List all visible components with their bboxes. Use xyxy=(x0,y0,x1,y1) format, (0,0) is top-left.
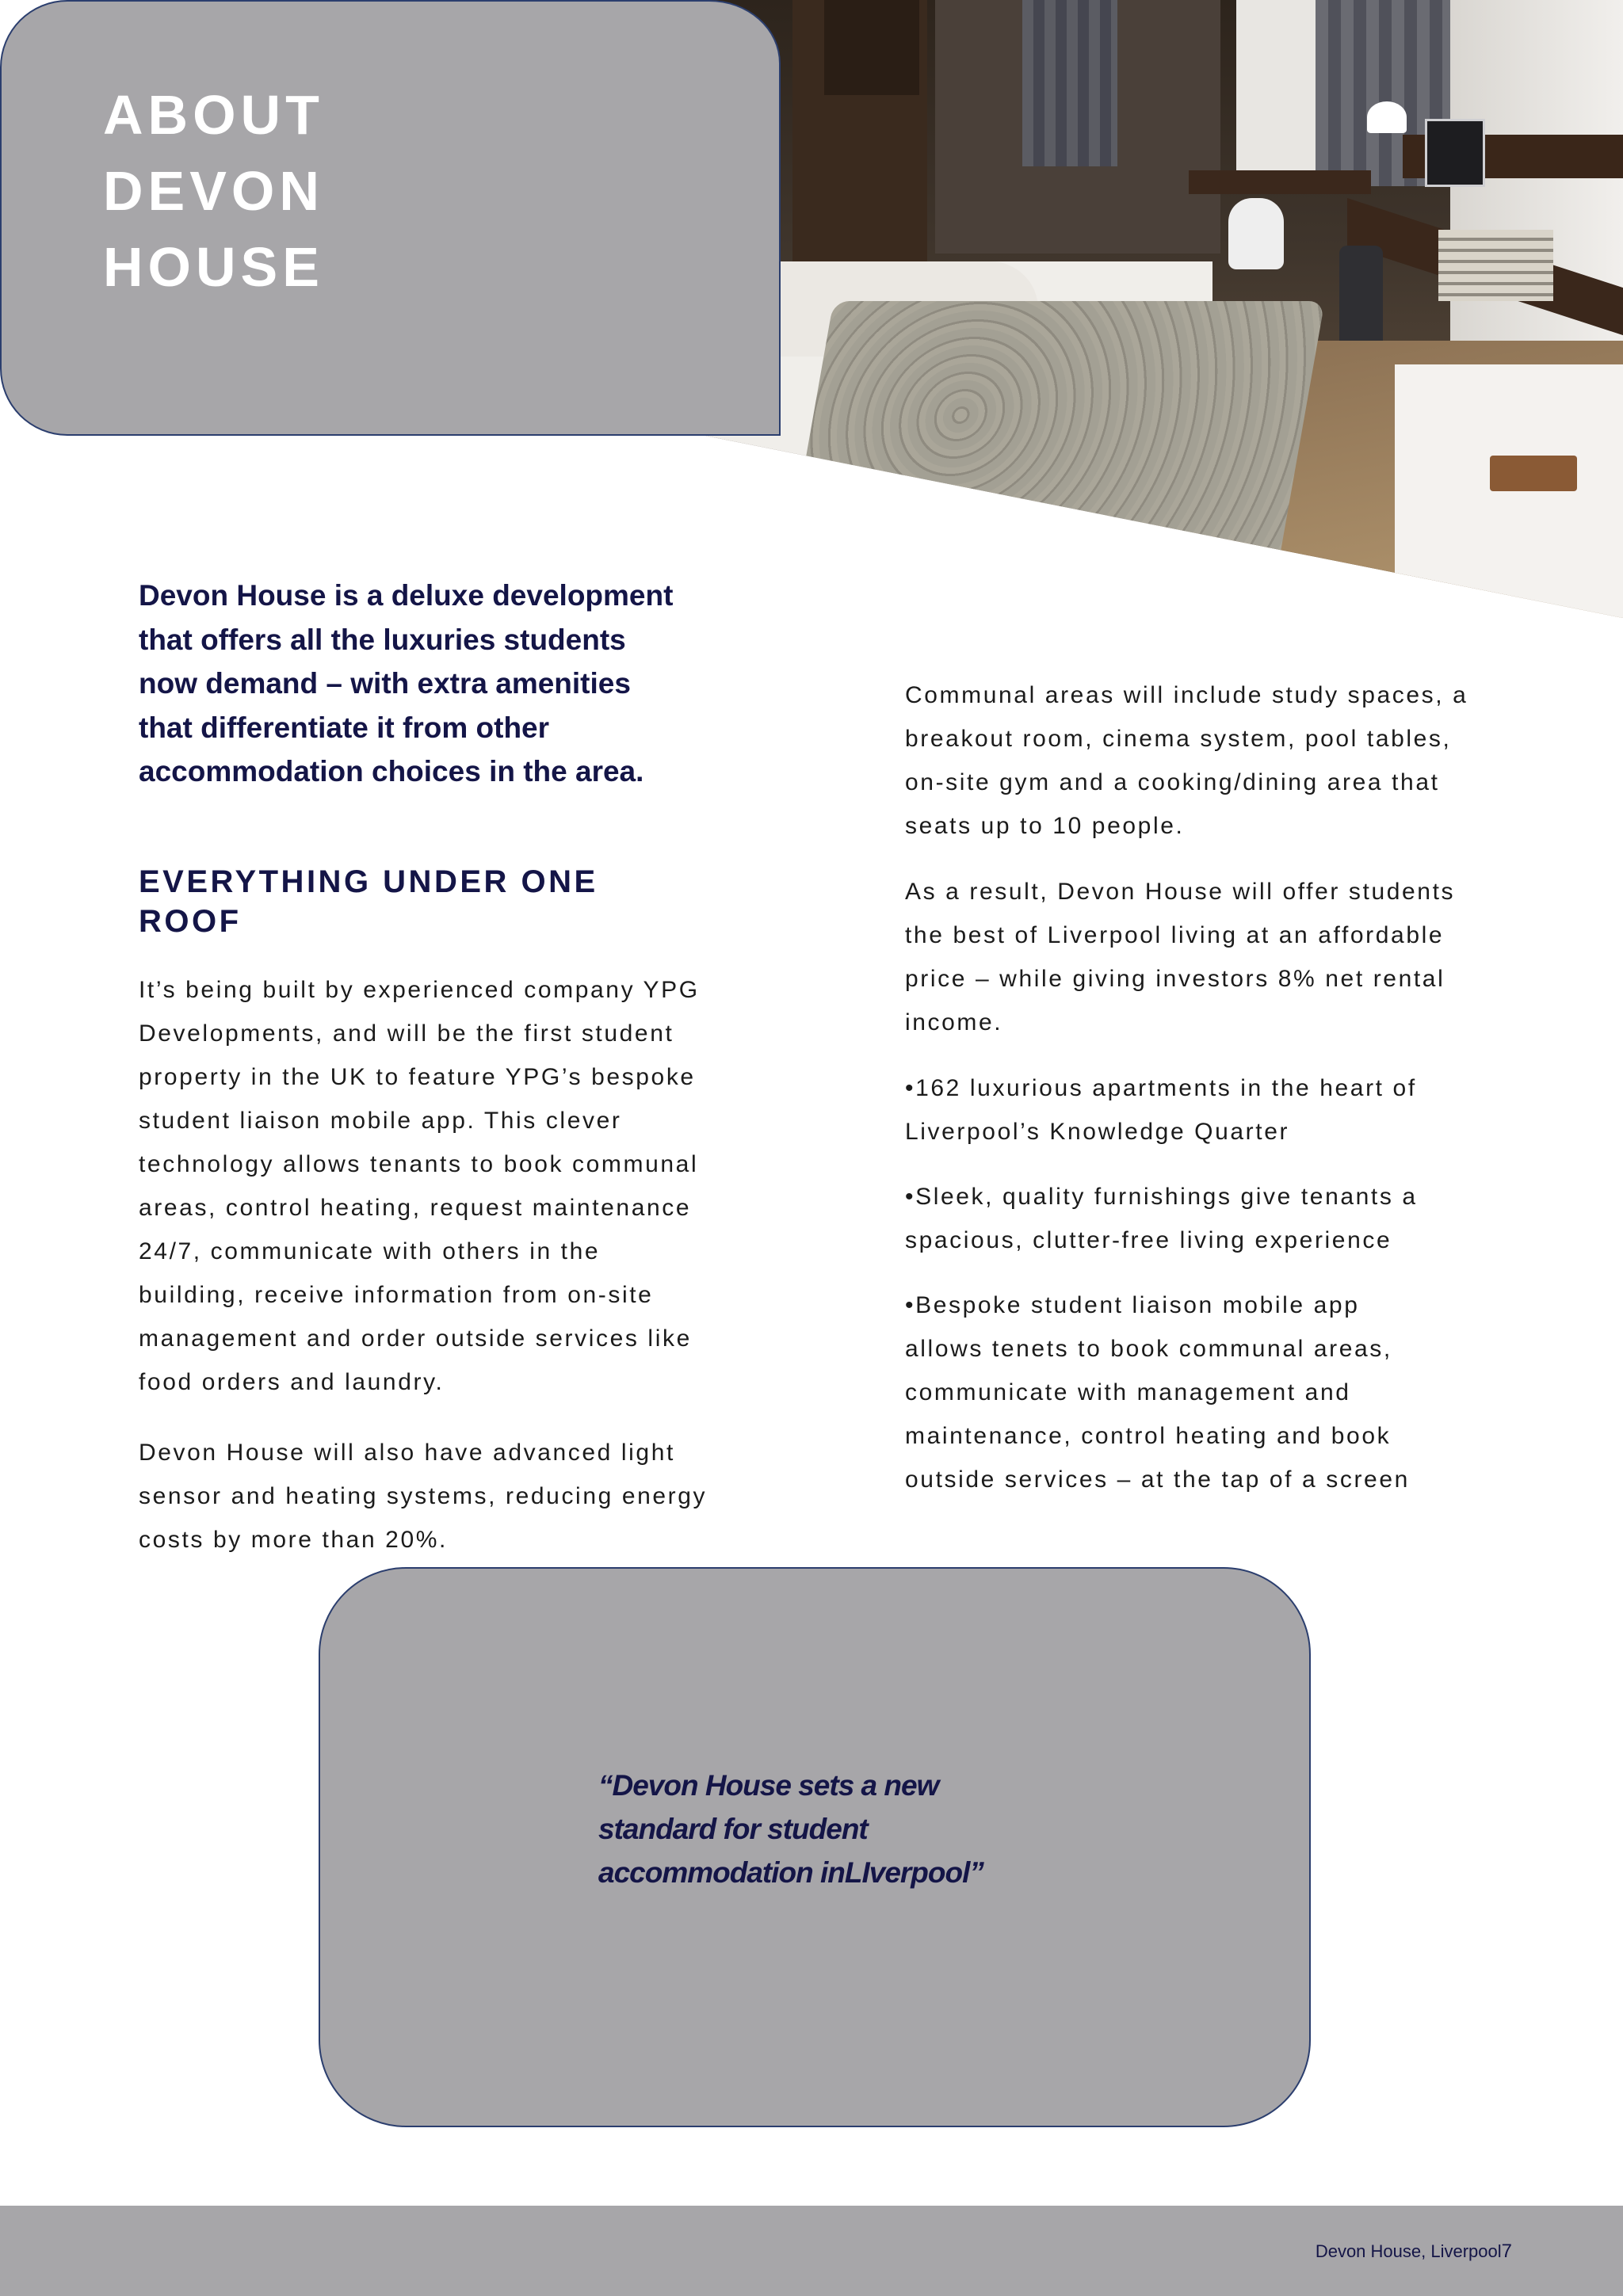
lead-line: accommodation choices in the area. xyxy=(139,755,644,788)
text-line: Developments, and will be the first student xyxy=(139,1020,674,1047)
bullet-item xyxy=(905,1175,1523,1262)
title-panel xyxy=(0,0,781,436)
text-line: allows tenets to book communal areas, xyxy=(905,1336,1392,1362)
lead-line: that offers all the luxuries students xyxy=(139,623,626,656)
text-line: spacious, clutter-free living experience xyxy=(905,1227,1392,1253)
text-line: 24/7, communicate with others in the xyxy=(139,1238,601,1264)
quote-line: “Devon House sets a new xyxy=(598,1769,939,1802)
quote-line: accommodation inLIverpool” xyxy=(598,1856,983,1889)
lead-line: Devon House is a deluxe development xyxy=(139,579,674,612)
title-line: HOUSE xyxy=(103,236,324,298)
text-line: •Sleek, quality furnishings give tenants a xyxy=(905,1184,1418,1210)
title-line: ABOUT xyxy=(103,84,324,146)
lead-line: that differentiate it from other xyxy=(139,711,550,744)
text-line: student liaison mobile app. This clever xyxy=(139,1108,622,1134)
text-line: the best of Liverpool living at an affordable xyxy=(905,922,1445,948)
section-heading-line: ROOF xyxy=(139,904,242,939)
footer-location: Devon House, Liverpool xyxy=(1315,2241,1502,2261)
lead-line: now demand – with extra amenities xyxy=(139,667,631,700)
lead-paragraph xyxy=(139,574,725,794)
text-line: communicate with management and xyxy=(905,1379,1351,1405)
text-line: Communal areas will include study spaces, a xyxy=(905,682,1468,708)
footer-bar xyxy=(0,2206,1623,2296)
page-number: 7 xyxy=(1501,2241,1512,2262)
pull-quote xyxy=(598,1764,983,1894)
text-line: technology allows tenants to book communal xyxy=(139,1151,699,1177)
text-line: •Bespoke student liaison mobile app xyxy=(905,1292,1360,1318)
text-line: management and order outside services like xyxy=(139,1325,692,1352)
text-line: It’s being built by experienced company YPG xyxy=(139,977,700,1003)
text-line: building, receive information from on-site xyxy=(139,1282,654,1308)
text-line: areas, control heating, request maintenance xyxy=(139,1195,692,1221)
text-line: Devon House will also have advanced light xyxy=(139,1440,675,1466)
text-line: maintenance, control heating and book xyxy=(905,1423,1392,1449)
left-paragraph-1 xyxy=(139,968,757,1404)
section-heading xyxy=(139,862,725,941)
right-paragraph-1 xyxy=(905,673,1523,848)
left-paragraph-2 xyxy=(139,1431,757,1562)
text-line: seats up to 10 people. xyxy=(905,813,1185,839)
bullet-item xyxy=(905,1283,1523,1501)
text-line: on-site gym and a cooking/dining area that xyxy=(905,769,1440,795)
text-line: costs by more than 20%. xyxy=(139,1527,448,1553)
footer-caption xyxy=(1316,2241,1512,2263)
title-line: DEVON xyxy=(103,160,324,222)
text-line: outside services – at the tap of a screen xyxy=(905,1466,1410,1493)
text-line: income. xyxy=(905,1009,1003,1035)
quote-line: standard for student xyxy=(598,1813,868,1845)
text-line: property in the UK to feature YPG’s bespoke xyxy=(139,1064,696,1090)
text-line: Liverpool’s Knowledge Quarter xyxy=(905,1119,1290,1145)
text-line: breakout room, cinema system, pool tables, xyxy=(905,726,1452,752)
text-line: •162 luxurious apartments in the heart of xyxy=(905,1075,1417,1101)
text-line: sensor and heating systems, reducing energy xyxy=(139,1483,708,1509)
bullet-item xyxy=(905,1066,1523,1154)
right-paragraph-2 xyxy=(905,870,1523,1044)
text-line: price – while giving investors 8% net rental xyxy=(905,966,1445,992)
section-heading-line: EVERYTHING UNDER ONE xyxy=(139,864,598,899)
text-line: As a result, Devon House will offer students xyxy=(905,879,1456,905)
text-line: food orders and laundry. xyxy=(139,1369,445,1395)
